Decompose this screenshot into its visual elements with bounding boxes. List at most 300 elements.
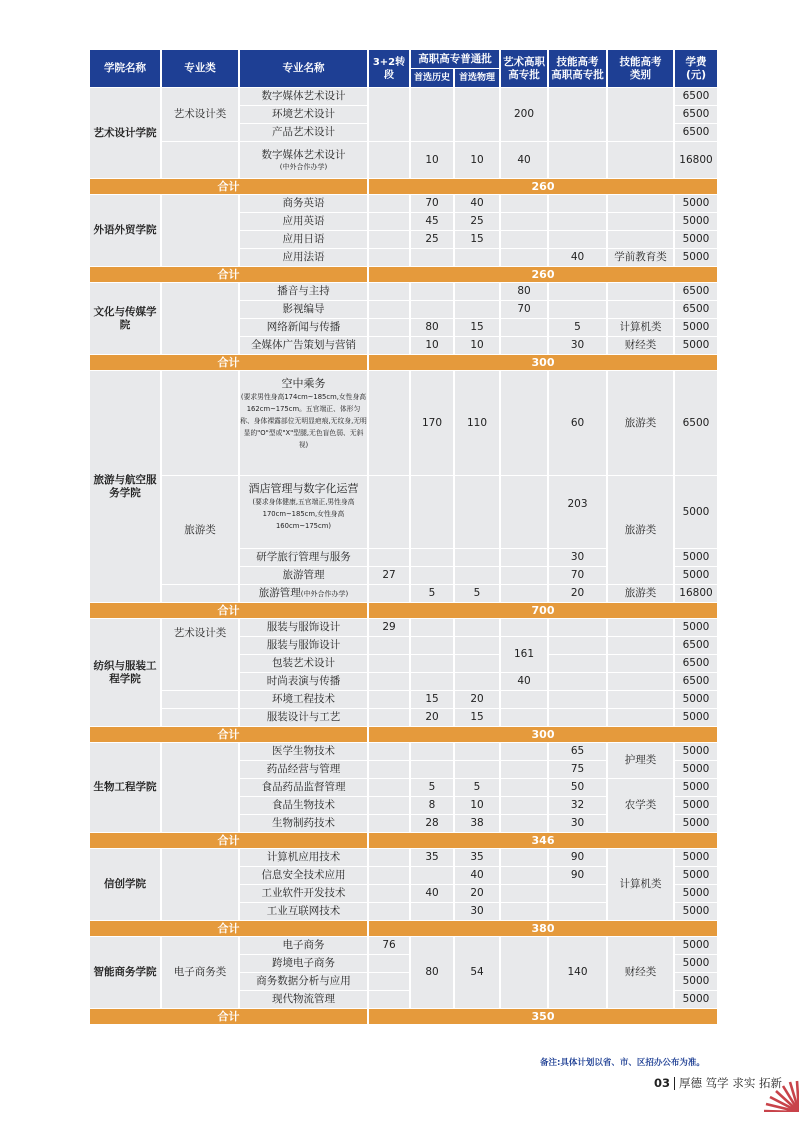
major-cell: 服装与服饰设计 — [240, 637, 367, 654]
college-cell: 智能商务学院 — [90, 937, 160, 1008]
art-cell — [501, 815, 547, 832]
transfer-cell — [369, 815, 409, 832]
history-cell: 8 — [411, 797, 453, 814]
major-cell: 医学生物技术 — [240, 743, 367, 760]
fee-cell: 16800 — [675, 142, 717, 178]
transfer-cell — [369, 973, 409, 990]
fee-cell: 5000 — [675, 885, 717, 902]
fee-cell: 5000 — [675, 567, 717, 584]
skill-cell — [549, 673, 606, 690]
physics-cell: 15 — [455, 709, 499, 726]
major-cell: 食品药品监督管理 — [240, 779, 367, 796]
skill-type-cell: 护理类 — [608, 743, 673, 778]
major-cell: 空中乘务 (要求男性身高174cm~185cm,女性身高162cm~175cm。五官端正、体形匀称、身体裸露部位无明显疤痕,无纹身,无明显的"O"型或"X"型腿,无色盲色弱、无斜视) — [240, 371, 367, 475]
history-cell: 35 — [411, 849, 453, 866]
total-label: 合计 — [90, 179, 367, 194]
fee-cell: 6500 — [675, 106, 717, 123]
fee-cell: 5000 — [675, 779, 717, 796]
total-label: 合计 — [90, 1009, 367, 1024]
skill-type-cell — [608, 673, 673, 690]
art-cell — [501, 337, 547, 354]
art-cell — [501, 867, 547, 884]
major-cell: 环境艺术设计 — [240, 106, 367, 123]
fee-cell: 16800 — [675, 585, 717, 602]
transfer-cell — [369, 797, 409, 814]
skill-cell — [549, 619, 606, 636]
history-cell — [411, 88, 453, 141]
physics-cell: 25 — [455, 213, 499, 230]
category-cell — [162, 371, 238, 475]
transfer-cell — [369, 283, 409, 300]
art-cell — [501, 213, 547, 230]
total-row — [90, 603, 717, 618]
transfer-cell — [369, 549, 409, 566]
major-cell: 影视编导 — [240, 301, 367, 318]
skill-type-cell: 旅游类 — [608, 585, 673, 602]
major-cell: 信息安全技术应用 — [240, 867, 367, 884]
history-cell — [411, 283, 453, 300]
major-cell: 研学旅行管理与服务 — [240, 549, 367, 566]
art-cell — [501, 231, 547, 248]
skill-cell — [549, 655, 606, 672]
total-row — [90, 921, 717, 936]
physics-cell — [455, 88, 499, 141]
major-cell: 食品生物技术 — [240, 797, 367, 814]
major-cell: 数字媒体艺术设计 (中外合作办学) — [240, 142, 367, 178]
fee-cell: 5000 — [675, 691, 717, 708]
category-cell: 艺术设计类 — [162, 619, 238, 690]
category-cell: 电子商务类 — [162, 937, 238, 1008]
art-cell — [501, 885, 547, 902]
college-cell: 生物工程学院 — [90, 743, 160, 832]
skill-cell — [549, 195, 606, 212]
skill-type-cell: 学前教育类 — [608, 249, 673, 266]
major-cell: 数字媒体艺术设计 — [240, 88, 367, 105]
major-cell: 服装与服饰设计 — [240, 619, 367, 636]
divider — [674, 1077, 675, 1090]
category-cell — [162, 195, 238, 266]
physics-cell — [455, 567, 499, 584]
category-cell: 旅游类 — [162, 476, 238, 584]
total-row — [90, 1009, 717, 1024]
physics-cell: 40 — [455, 195, 499, 212]
art-cell — [501, 779, 547, 796]
art-cell — [501, 585, 547, 602]
transfer-cell — [369, 637, 409, 654]
total-label: 合计 — [90, 921, 367, 936]
major-cell: 应用日语 — [240, 231, 367, 248]
skill-type-cell — [608, 142, 673, 178]
fee-cell: 5000 — [675, 743, 717, 760]
category-cell — [162, 709, 238, 726]
transfer-cell — [369, 867, 409, 884]
transfer-cell: 27 — [369, 567, 409, 584]
skill-cell: 30 — [549, 815, 606, 832]
skill-cell: 30 — [549, 549, 606, 566]
physics-cell — [455, 476, 499, 548]
skill-cell: 40 — [549, 249, 606, 266]
major-cell: 药品经营与管理 — [240, 761, 367, 778]
skill-cell — [549, 691, 606, 708]
physics-cell: 54 — [455, 937, 499, 1008]
college-cell: 艺术设计学院 — [90, 88, 160, 178]
art-cell — [501, 709, 547, 726]
fee-cell: 6500 — [675, 88, 717, 105]
skill-cell: 50 — [549, 779, 606, 796]
header-transfer: 3+2转段 — [369, 50, 409, 87]
physics-cell — [455, 549, 499, 566]
skill-cell: 30 — [549, 337, 606, 354]
skill-cell — [549, 637, 606, 654]
college-cell: 信创学院 — [90, 849, 160, 920]
skill-type-cell — [608, 619, 673, 636]
fee-cell: 5000 — [675, 903, 717, 920]
major-cell: 全媒体广告策划与营销 — [240, 337, 367, 354]
skill-type-cell: 农学类 — [608, 779, 673, 832]
major-cell: 网络新闻与传播 — [240, 319, 367, 336]
history-cell: 80 — [411, 319, 453, 336]
transfer-cell — [369, 991, 409, 1008]
category-cell — [162, 691, 238, 708]
header-skill-type: 技能高考 类别 — [608, 50, 673, 87]
skill-cell — [549, 301, 606, 318]
fee-cell: 5000 — [675, 973, 717, 990]
category-cell: 艺术设计类 — [162, 88, 238, 141]
transfer-cell: 76 — [369, 937, 409, 954]
skill-type-cell — [608, 213, 673, 230]
skill-type-cell: 财经类 — [608, 937, 673, 1008]
total-value: 350 — [369, 1009, 717, 1024]
history-cell — [411, 567, 453, 584]
major-cell: 包装艺术设计 — [240, 655, 367, 672]
art-cell — [501, 761, 547, 778]
history-cell: 28 — [411, 815, 453, 832]
skill-cell: 65 — [549, 743, 606, 760]
skill-type-cell: 财经类 — [608, 337, 673, 354]
header-art-batch: 艺术高职 高专批 — [501, 50, 547, 87]
art-cell — [501, 476, 547, 548]
history-cell — [411, 903, 453, 920]
fee-cell: 5000 — [675, 955, 717, 972]
skill-cell: 140 — [549, 937, 606, 1008]
physics-cell — [455, 301, 499, 318]
skill-cell: 75 — [549, 761, 606, 778]
total-label: 合计 — [90, 727, 367, 742]
fee-cell: 6500 — [675, 655, 717, 672]
history-cell — [411, 619, 453, 636]
history-cell — [411, 476, 453, 548]
art-cell — [501, 797, 547, 814]
physics-cell: 10 — [455, 797, 499, 814]
transfer-cell — [369, 903, 409, 920]
physics-cell: 35 — [455, 849, 499, 866]
skill-cell — [549, 903, 606, 920]
skill-cell: 203 — [549, 476, 606, 548]
art-cell — [501, 937, 547, 1008]
major-cell: 生物制药技术 — [240, 815, 367, 832]
transfer-cell — [369, 743, 409, 760]
history-cell: 45 — [411, 213, 453, 230]
history-cell: 10 — [411, 142, 453, 178]
physics-cell — [455, 743, 499, 760]
total-label: 合计 — [90, 603, 367, 618]
art-cell: 200 — [501, 88, 547, 141]
physics-cell: 15 — [455, 319, 499, 336]
art-cell: 40 — [501, 142, 547, 178]
art-cell — [501, 567, 547, 584]
art-cell: 70 — [501, 301, 547, 318]
fee-cell: 5000 — [675, 619, 717, 636]
skill-cell — [549, 231, 606, 248]
college-cell: 外语外贸学院 — [90, 195, 160, 266]
art-cell — [501, 371, 547, 475]
history-cell: 20 — [411, 709, 453, 726]
fee-cell: 5000 — [675, 319, 717, 336]
skill-type-cell — [608, 301, 673, 318]
fee-cell: 5000 — [675, 549, 717, 566]
history-cell: 80 — [411, 937, 453, 1008]
skill-cell — [549, 142, 606, 178]
major-cell: 酒店管理与数字化运营 (要求身体健康,五官端正,男性身高170cm~185cm,女性身高160cm~175cm) — [240, 476, 367, 548]
history-cell — [411, 655, 453, 672]
page-number: 03 — [654, 1076, 671, 1090]
fee-cell: 6500 — [675, 283, 717, 300]
skill-type-cell — [608, 637, 673, 654]
transfer-cell — [369, 249, 409, 266]
major-cell: 商务英语 — [240, 195, 367, 212]
skill-cell: 5 — [549, 319, 606, 336]
total-row — [90, 833, 717, 848]
fee-cell: 5000 — [675, 761, 717, 778]
category-cell — [162, 283, 238, 354]
total-value: 380 — [369, 921, 717, 936]
history-cell — [411, 249, 453, 266]
art-cell: 161 — [501, 637, 547, 672]
transfer-cell — [369, 955, 409, 972]
total-row — [90, 267, 717, 282]
total-label: 合计 — [90, 355, 367, 370]
transfer-cell — [369, 885, 409, 902]
physics-cell — [455, 761, 499, 778]
major-cell: 产品艺术设计 — [240, 124, 367, 141]
category-cell — [162, 585, 238, 602]
total-row — [90, 355, 717, 370]
transfer-cell — [369, 673, 409, 690]
art-cell — [501, 903, 547, 920]
category-cell — [162, 142, 238, 178]
history-cell — [411, 301, 453, 318]
header-regular-batch: 高职高专普通批 — [411, 50, 499, 68]
skill-cell — [549, 88, 606, 141]
physics-cell: 20 — [455, 885, 499, 902]
major-cell: 工业互联网技术 — [240, 903, 367, 920]
art-cell: 40 — [501, 673, 547, 690]
transfer-cell — [369, 655, 409, 672]
total-value: 300 — [369, 355, 717, 370]
motto: 厚德 笃学 求实 拓新 — [679, 1076, 782, 1090]
art-cell — [501, 849, 547, 866]
total-value: 260 — [369, 179, 717, 194]
skill-cell: 90 — [549, 849, 606, 866]
footnote: 备注:具体计划以省、市、区招办公布为准。 — [540, 1058, 705, 1068]
skill-type-cell — [608, 709, 673, 726]
college-cell: 纺织与服装工程学院 — [90, 619, 160, 726]
header-skill-batch: 技能高考 高职高专批 — [549, 50, 606, 87]
fee-cell: 6500 — [675, 637, 717, 654]
skill-type-cell — [608, 691, 673, 708]
transfer-cell — [369, 371, 409, 475]
college-cell: 旅游与航空服务学院 — [90, 371, 160, 602]
history-cell: 15 — [411, 691, 453, 708]
skill-type-cell — [608, 231, 673, 248]
skill-cell: 60 — [549, 371, 606, 475]
history-cell — [411, 761, 453, 778]
history-cell — [411, 743, 453, 760]
art-cell — [501, 249, 547, 266]
art-cell — [501, 195, 547, 212]
physics-cell: 10 — [455, 142, 499, 178]
skill-cell: 90 — [549, 867, 606, 884]
header-major: 专业名称 — [240, 50, 367, 87]
transfer-cell — [369, 849, 409, 866]
major-cell: 播音与主持 — [240, 283, 367, 300]
fee-cell: 5000 — [675, 797, 717, 814]
skill-cell: 20 — [549, 585, 606, 602]
skill-type-cell — [608, 195, 673, 212]
skill-type-cell — [608, 655, 673, 672]
history-cell — [411, 867, 453, 884]
transfer-cell — [369, 761, 409, 778]
physics-cell — [455, 619, 499, 636]
physics-cell — [455, 637, 499, 654]
total-row — [90, 727, 717, 742]
transfer-cell — [369, 585, 409, 602]
major-cell: 服装设计与工艺 — [240, 709, 367, 726]
physics-cell: 5 — [455, 585, 499, 602]
skill-cell — [549, 709, 606, 726]
physics-cell: 10 — [455, 337, 499, 354]
fee-cell: 5000 — [675, 849, 717, 866]
major-cell: 时尚表演与传播 — [240, 673, 367, 690]
fee-cell: 5000 — [675, 195, 717, 212]
skill-type-cell — [608, 283, 673, 300]
major-cell: 商务数据分析与应用 — [240, 973, 367, 990]
physics-cell: 15 — [455, 231, 499, 248]
header-fee: 学费 (元) — [675, 50, 717, 87]
fee-cell: 5000 — [675, 709, 717, 726]
major-cell: 跨境电子商务 — [240, 955, 367, 972]
major-cell: 电子商务 — [240, 937, 367, 954]
transfer-cell — [369, 691, 409, 708]
sunburst-logo-icon — [764, 1080, 799, 1112]
physics-cell — [455, 283, 499, 300]
transfer-cell — [369, 779, 409, 796]
major-cell: 计算机应用技术 — [240, 849, 367, 866]
art-cell — [501, 619, 547, 636]
physics-cell — [455, 655, 499, 672]
art-cell — [501, 691, 547, 708]
history-cell: 70 — [411, 195, 453, 212]
skill-type-cell — [608, 88, 673, 141]
total-value: 700 — [369, 603, 717, 618]
fee-cell: 5000 — [675, 476, 717, 548]
skill-cell: 70 — [549, 567, 606, 584]
physics-cell — [455, 249, 499, 266]
fee-cell: 5000 — [675, 249, 717, 266]
fee-cell: 5000 — [675, 231, 717, 248]
major-cell: 现代物流管理 — [240, 991, 367, 1008]
history-cell — [411, 549, 453, 566]
transfer-cell — [369, 88, 409, 141]
major-cell: 旅游管理 — [240, 567, 367, 584]
physics-cell — [455, 673, 499, 690]
physics-cell: 110 — [455, 371, 499, 475]
transfer-cell — [369, 231, 409, 248]
fee-cell: 5000 — [675, 937, 717, 954]
physics-cell: 5 — [455, 779, 499, 796]
fee-cell: 6500 — [675, 124, 717, 141]
physics-cell: 20 — [455, 691, 499, 708]
transfer-cell — [369, 213, 409, 230]
fee-cell: 6500 — [675, 301, 717, 318]
major-cell: 环境工程技术 — [240, 691, 367, 708]
fee-cell: 5000 — [675, 867, 717, 884]
header-category: 专业类 — [162, 50, 238, 87]
history-cell: 10 — [411, 337, 453, 354]
history-cell: 40 — [411, 885, 453, 902]
history-cell — [411, 637, 453, 654]
total-value: 260 — [369, 267, 717, 282]
transfer-cell — [369, 142, 409, 178]
skill-type-cell: 计算机类 — [608, 319, 673, 336]
total-row — [90, 179, 717, 194]
header-physics: 首选物理 — [455, 69, 499, 87]
header-history: 首选历史 — [411, 69, 453, 87]
history-cell: 170 — [411, 371, 453, 475]
category-cell — [162, 849, 238, 920]
physics-cell: 40 — [455, 867, 499, 884]
fee-cell: 6500 — [675, 673, 717, 690]
history-cell — [411, 673, 453, 690]
skill-cell — [549, 213, 606, 230]
page-footer — [654, 1075, 782, 1091]
transfer-cell — [369, 195, 409, 212]
total-label: 合计 — [90, 267, 367, 282]
art-cell: 80 — [501, 283, 547, 300]
enrollment-plan-table — [88, 49, 719, 1025]
skill-cell: 32 — [549, 797, 606, 814]
fee-cell: 6500 — [675, 371, 717, 475]
history-cell: 5 — [411, 585, 453, 602]
major-cell: 应用法语 — [240, 249, 367, 266]
history-cell: 5 — [411, 779, 453, 796]
fee-cell: 5000 — [675, 337, 717, 354]
total-value: 300 — [369, 727, 717, 742]
fee-cell: 5000 — [675, 213, 717, 230]
skill-cell — [549, 885, 606, 902]
skill-type-cell: 旅游类 — [608, 371, 673, 475]
art-cell — [501, 549, 547, 566]
skill-type-cell: 计算机类 — [608, 849, 673, 920]
major-cell: 旅游管理(中外合作办学) — [240, 585, 367, 602]
transfer-cell: 29 — [369, 619, 409, 636]
transfer-cell — [369, 476, 409, 548]
art-cell — [501, 743, 547, 760]
skill-cell — [549, 283, 606, 300]
major-cell: 工业软件开发技术 — [240, 885, 367, 902]
fee-cell: 5000 — [675, 815, 717, 832]
art-cell — [501, 319, 547, 336]
